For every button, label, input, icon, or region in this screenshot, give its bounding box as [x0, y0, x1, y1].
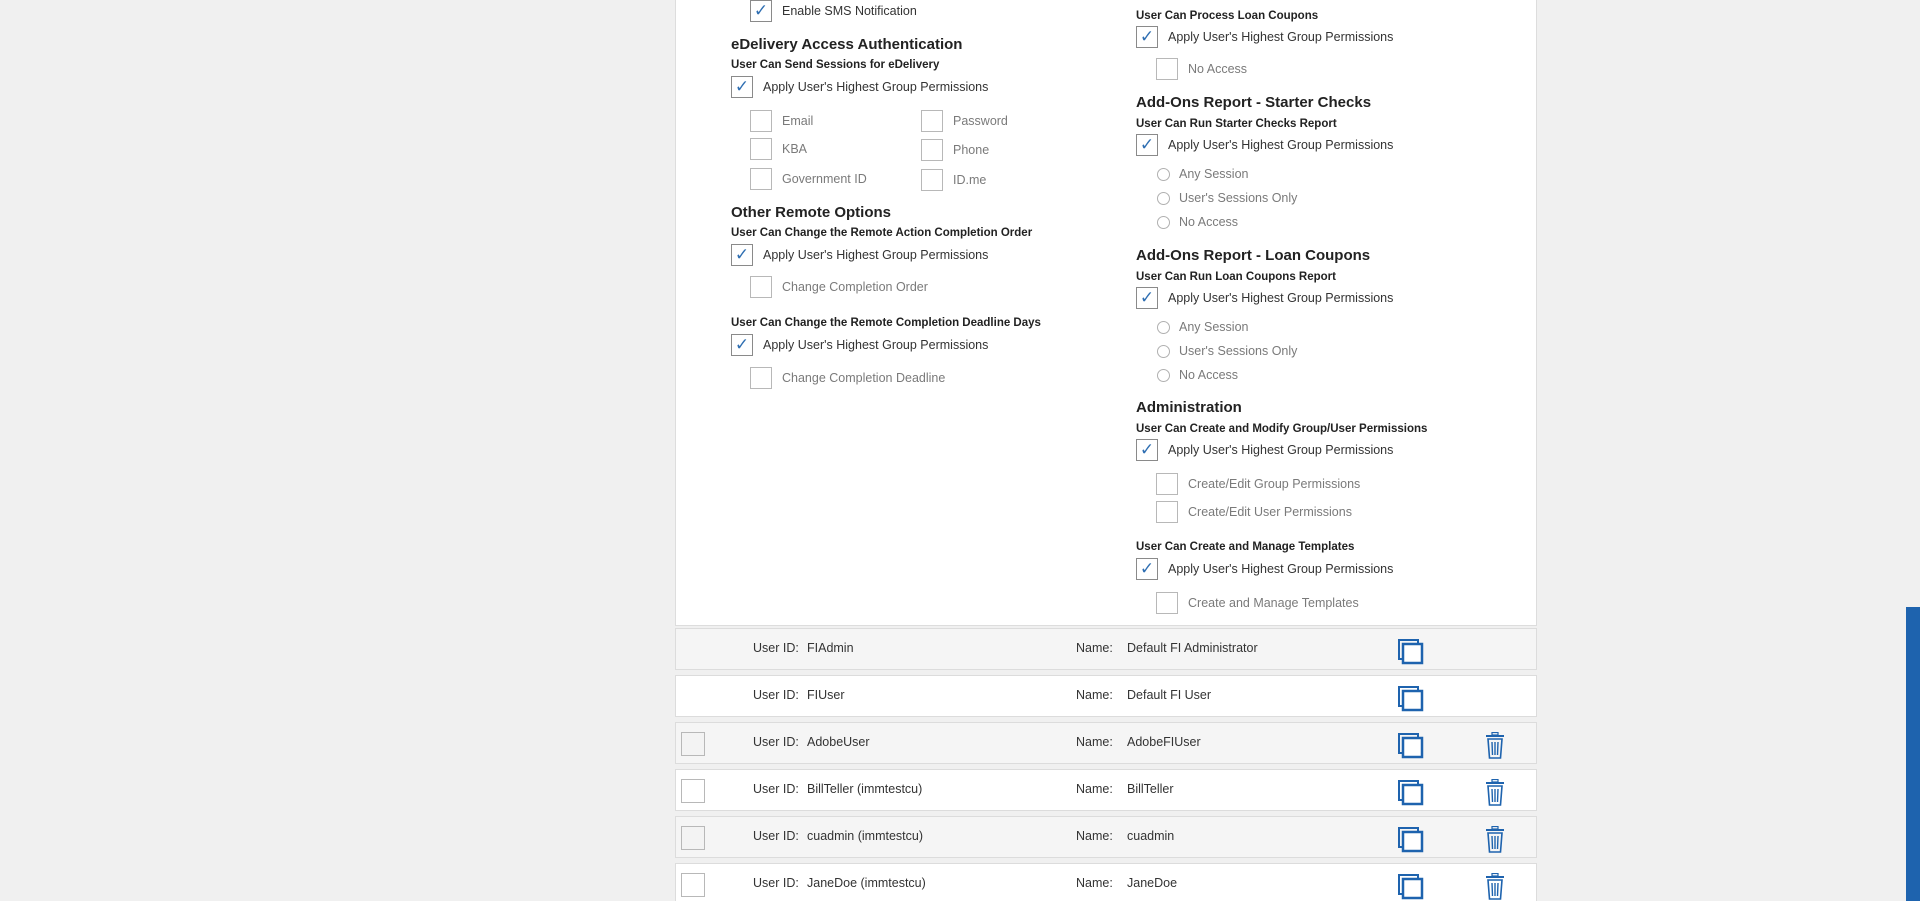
radio-button[interactable]	[1157, 216, 1170, 229]
permissions-apply-checkbox[interactable]	[1136, 439, 1158, 461]
templates-apply-option[interactable]	[1136, 558, 1393, 580]
loan-coupons-report-apply-option[interactable]	[1136, 287, 1393, 309]
name-label: Name:	[1076, 876, 1113, 890]
password-checkbox[interactable]	[921, 110, 943, 132]
loan-coupons-report-apply-checkbox[interactable]	[1136, 287, 1158, 309]
copy-icon[interactable]	[1398, 686, 1424, 712]
user-id-value: JaneDoe (immtestcu)	[807, 876, 926, 890]
name-label: Name:	[1076, 688, 1113, 702]
radio-label: Any Session	[1179, 167, 1249, 181]
government-id-checkbox[interactable]	[750, 168, 772, 190]
scrollbar-thumb[interactable]	[1906, 607, 1920, 901]
copy-icon[interactable]	[1398, 733, 1424, 759]
permissions-apply-label: Apply User's Highest Group Permissions	[1168, 443, 1394, 457]
name-label: Name:	[1076, 735, 1113, 749]
sms-notification-checkbox[interactable]	[750, 0, 772, 22]
copy-icon[interactable]	[1398, 780, 1424, 806]
completion-order-apply-option[interactable]	[731, 244, 988, 266]
trash-icon[interactable]	[1484, 826, 1506, 854]
starter-checks-apply-option[interactable]	[1136, 134, 1393, 156]
name-value: Default FI User	[1127, 688, 1212, 702]
permissions-subtitle: User Can Create and Modify Group/User Permissions	[1136, 423, 1428, 435]
kba-label: KBA	[782, 142, 808, 156]
loan-coupons-no-access-checkbox[interactable]	[1156, 58, 1178, 80]
check-icon: ✓	[1139, 26, 1155, 47]
user-id-value: AdobeUser	[807, 735, 870, 749]
edelivery-phone-option[interactable]	[921, 139, 989, 161]
user-id-value: cuadmin (immtestcu)	[807, 829, 923, 843]
change-completion-deadline-checkbox[interactable]	[750, 367, 772, 389]
name-label: Name:	[1076, 829, 1113, 843]
group-permissions-label: Create/Edit Group Permissions	[1188, 477, 1361, 491]
loan-coupons-apply-option[interactable]	[1136, 26, 1393, 48]
edelivery-title: eDelivery Access Authentication	[731, 36, 963, 53]
check-icon: ✓	[1139, 558, 1155, 579]
loan-coupons-subtitle: User Can Process Loan Coupons	[1136, 10, 1319, 22]
trash-icon[interactable]	[1484, 873, 1506, 901]
change-completion-order-label: Change Completion Order	[782, 280, 928, 294]
edelivery-password-option[interactable]	[921, 110, 1008, 132]
user-id-label: User ID:	[753, 641, 799, 655]
name-label: Name:	[1076, 782, 1113, 796]
sms-notification-option[interactable]	[750, 0, 917, 22]
idme-label: ID.me	[953, 173, 987, 187]
group-permissions-option[interactable]	[1156, 473, 1360, 495]
row-select-checkbox[interactable]	[681, 779, 705, 803]
manage-templates-checkbox[interactable]	[1156, 592, 1178, 614]
change-completion-order-checkbox[interactable]	[750, 276, 772, 298]
copy-icon[interactable]	[1398, 827, 1424, 853]
user-id-label: User ID:	[753, 876, 799, 890]
name-value: cuadmin	[1127, 829, 1175, 843]
kba-checkbox[interactable]	[750, 138, 772, 160]
templates-apply-checkbox[interactable]	[1136, 558, 1158, 580]
check-icon: ✓	[734, 244, 750, 265]
completion-order-apply-checkbox[interactable]	[731, 244, 753, 266]
radio-button[interactable]	[1157, 168, 1170, 181]
password-label: Password	[953, 114, 1008, 128]
loan-coupons-no-access-option[interactable]	[1156, 58, 1247, 80]
check-icon: ✓	[1139, 439, 1155, 460]
loan-coupons-report-title: Add-Ons Report - Loan Coupons	[1136, 247, 1371, 264]
user-id-label: User ID:	[753, 688, 799, 702]
completion-order-subtitle: User Can Change the Remote Action Completion Order	[731, 227, 1033, 239]
change-completion-deadline-option[interactable]	[750, 367, 945, 389]
loan-radio-any-session[interactable]	[1157, 320, 1248, 334]
loan-coupons-report-apply-label: Apply User's Highest Group Permissions	[1168, 291, 1394, 305]
radio-button[interactable]	[1157, 345, 1170, 358]
change-completion-order-option[interactable]	[750, 276, 928, 298]
completion-deadline-apply-label: Apply User's Highest Group Permissions	[763, 338, 989, 352]
name-value: BillTeller	[1127, 782, 1174, 796]
copy-icon[interactable]	[1398, 639, 1424, 665]
edelivery-government-id-option[interactable]	[750, 168, 867, 190]
loan-coupons-apply-checkbox[interactable]	[1136, 26, 1158, 48]
radio-label: No Access	[1179, 368, 1239, 382]
radio-label: Any Session	[1179, 320, 1249, 334]
table-row[interactable]	[675, 628, 1537, 670]
radio-button[interactable]	[1157, 192, 1170, 205]
user-permissions-label: Create/Edit User Permissions	[1188, 505, 1352, 519]
group-permissions-checkbox[interactable]	[1156, 473, 1178, 495]
completion-order-apply-label: Apply User's Highest Group Permissions	[763, 248, 989, 262]
user-id-value: FIUser	[807, 688, 845, 702]
edelivery-subtitle: User Can Send Sessions for eDelivery	[731, 59, 940, 71]
edelivery-apply-option[interactable]	[731, 76, 988, 98]
user-id-label: User ID:	[753, 782, 799, 796]
name-label: Name:	[1076, 641, 1113, 655]
trash-icon[interactable]	[1484, 732, 1506, 760]
edelivery-email-option[interactable]	[750, 110, 813, 132]
name-value: JaneDoe	[1127, 876, 1178, 890]
completion-deadline-apply-checkbox[interactable]	[731, 334, 753, 356]
permissions-apply-option[interactable]	[1136, 439, 1393, 461]
phone-label: Phone	[953, 143, 990, 157]
loan-radio-users-sessions[interactable]	[1157, 344, 1297, 358]
edelivery-apply-checkbox[interactable]	[731, 76, 753, 98]
table-row[interactable]	[675, 816, 1537, 858]
user-id-value: FIAdmin	[807, 641, 854, 655]
starter-radio-any-session[interactable]	[1157, 167, 1248, 181]
loan-radio-no-access[interactable]	[1157, 368, 1238, 382]
completion-deadline-apply-option[interactable]	[731, 334, 988, 356]
remote-options-title: Other Remote Options	[731, 204, 892, 221]
table-row[interactable]	[675, 675, 1537, 717]
completion-deadline-subtitle: User Can Change the Remote Completion Deadline Days	[731, 317, 1041, 329]
row-select-checkbox[interactable]	[681, 873, 705, 897]
check-icon: ✓	[1139, 287, 1155, 308]
user-permissions-option[interactable]	[1156, 501, 1352, 523]
radio-button[interactable]	[1157, 321, 1170, 334]
check-icon: ✓	[1139, 134, 1155, 155]
trash-icon[interactable]	[1484, 779, 1506, 807]
user-id-label: User ID:	[753, 735, 799, 749]
email-checkbox[interactable]	[750, 110, 772, 132]
radio-label: No Access	[1179, 215, 1239, 229]
name-value: Default FI Administrator	[1127, 641, 1258, 655]
templates-subtitle: User Can Create and Manage Templates	[1136, 541, 1355, 553]
radio-button[interactable]	[1157, 369, 1170, 382]
loan-coupons-report-subtitle: User Can Run Loan Coupons Report	[1136, 271, 1336, 283]
idme-checkbox[interactable]	[921, 169, 943, 191]
manage-templates-option[interactable]	[1156, 592, 1359, 614]
user-id-label: User ID:	[753, 829, 799, 843]
email-label: Email	[782, 114, 814, 128]
starter-checks-subtitle: User Can Run Starter Checks Report	[1136, 118, 1337, 130]
templates-apply-label: Apply User's Highest Group Permissions	[1168, 562, 1394, 576]
check-icon: ✓	[753, 0, 769, 21]
name-value: AdobeFIUser	[1127, 735, 1201, 749]
row-select-checkbox[interactable]	[681, 732, 705, 756]
sms-notification-label: Enable SMS Notification	[782, 4, 917, 18]
edelivery-idme-option[interactable]	[921, 169, 986, 191]
starter-checks-apply-label: Apply User's Highest Group Permissions	[1168, 138, 1394, 152]
phone-checkbox[interactable]	[921, 139, 943, 161]
starter-radio-users-sessions[interactable]	[1157, 191, 1297, 205]
loan-coupons-apply-label: Apply User's Highest Group Permissions	[1168, 30, 1394, 44]
edelivery-kba-option[interactable]	[750, 138, 807, 160]
administration-title: Administration	[1136, 399, 1242, 416]
copy-icon[interactable]	[1398, 874, 1424, 900]
manage-templates-label: Create and Manage Templates	[1188, 596, 1359, 610]
edelivery-apply-label: Apply User's Highest Group Permissions	[763, 80, 989, 94]
check-icon: ✓	[734, 334, 750, 355]
check-icon: ✓	[734, 76, 750, 97]
table-row[interactable]	[675, 722, 1537, 764]
starter-checks-title: Add-Ons Report - Starter Checks	[1136, 94, 1372, 111]
change-completion-deadline-label: Change Completion Deadline	[782, 371, 946, 385]
user-permissions-checkbox[interactable]	[1156, 501, 1178, 523]
loan-coupons-no-access-label: No Access	[1188, 62, 1248, 76]
government-id-label: Government ID	[782, 172, 867, 186]
radio-label: User's Sessions Only	[1179, 344, 1298, 358]
starter-radio-no-access[interactable]	[1157, 215, 1238, 229]
user-id-value: BillTeller (immtestcu)	[807, 782, 923, 796]
table-row[interactable]	[675, 769, 1537, 811]
radio-label: User's Sessions Only	[1179, 191, 1298, 205]
starter-checks-apply-checkbox[interactable]	[1136, 134, 1158, 156]
row-select-checkbox[interactable]	[681, 826, 705, 850]
table-row[interactable]	[675, 863, 1537, 901]
